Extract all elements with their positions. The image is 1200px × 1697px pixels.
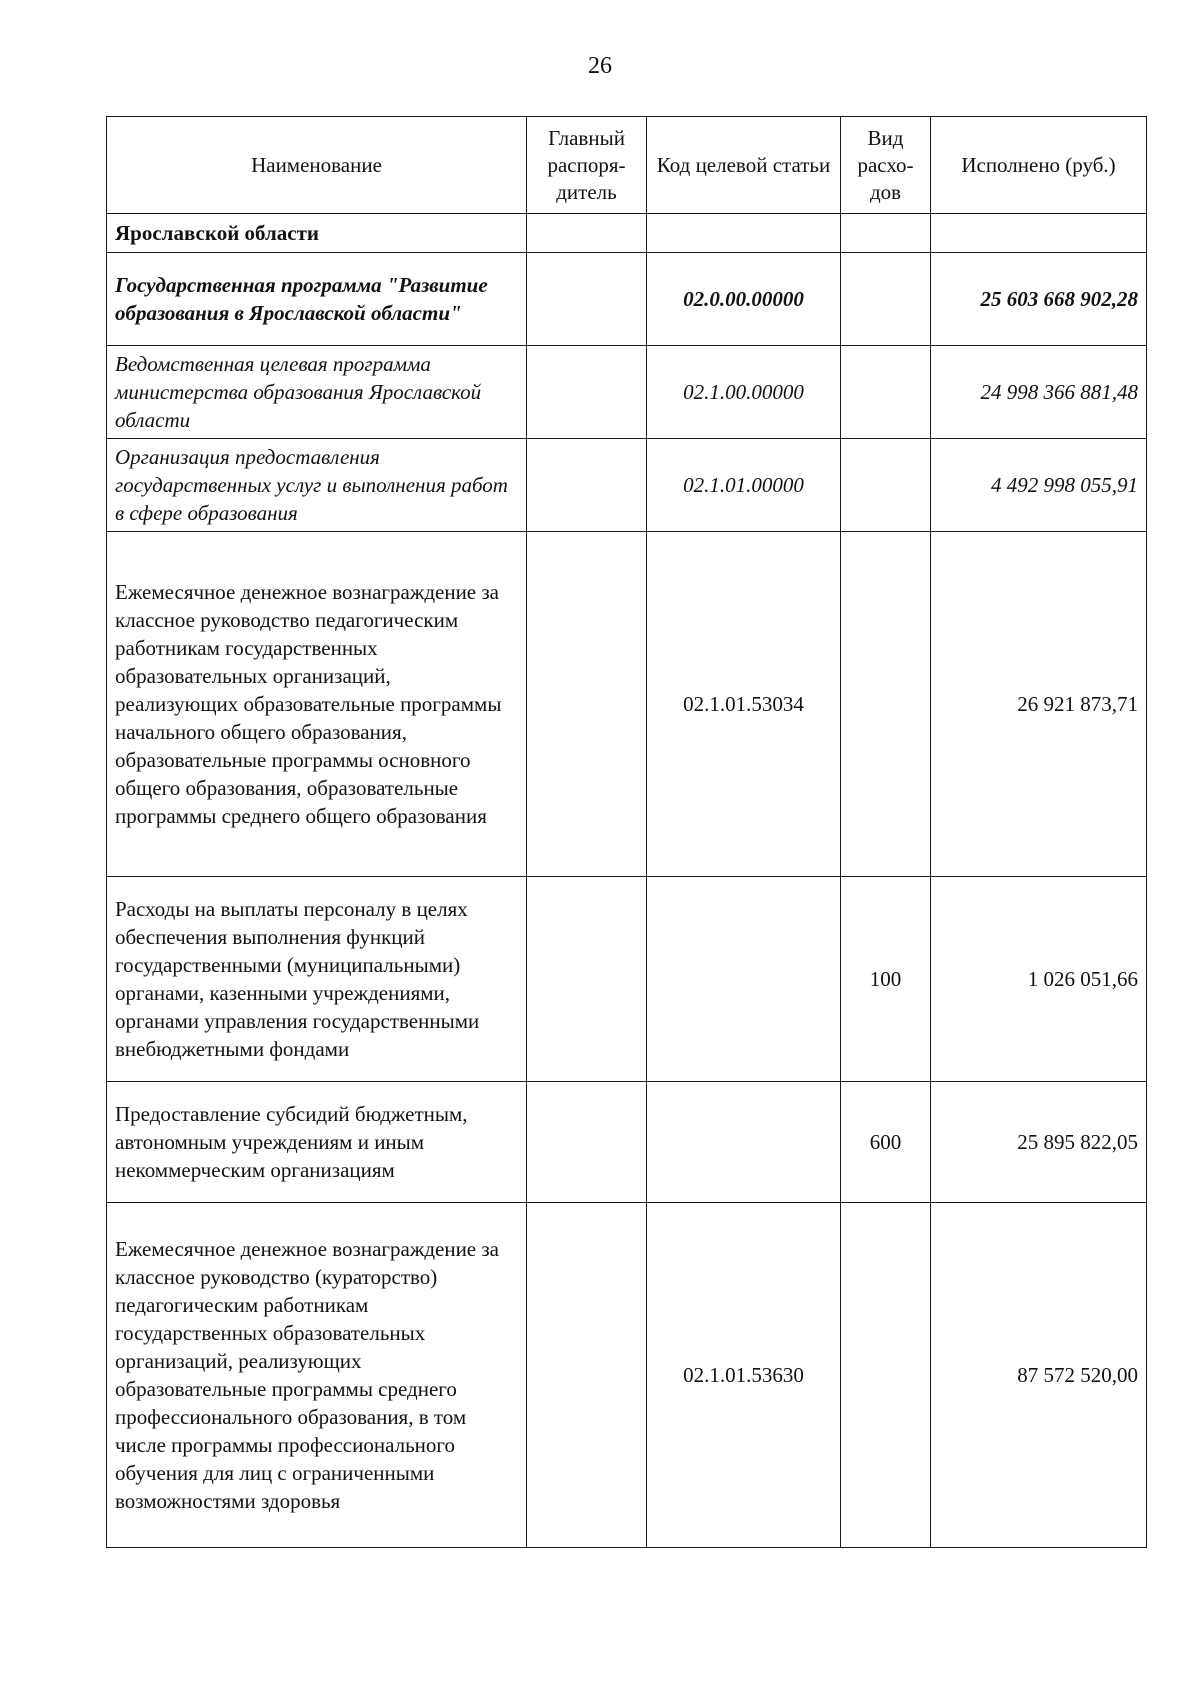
cell-expense-kind [841, 214, 931, 253]
cell-name: Организация предоставления государственных услуг и выполнения работ в сфере образования [107, 439, 527, 532]
cell-executed: 24 998 366 881,48 [931, 346, 1147, 439]
header-target-code: Код целевой статьи [647, 117, 841, 214]
cell-executed: 1 026 051,66 [931, 877, 1147, 1082]
cell-main-manager [527, 214, 647, 253]
header-main-manager: Главный распоря-дитель [527, 117, 647, 214]
cell-expense-kind [841, 439, 931, 532]
cell-target-code [647, 214, 841, 253]
table-header-row [107, 117, 1147, 214]
cell-target-code [647, 877, 841, 1082]
cell-main-manager [527, 253, 647, 346]
cell-name: Предоставление субсидий бюджетным, автономным учреждениям и иным некоммерческим организациям [107, 1082, 527, 1203]
cell-main-manager [527, 1203, 647, 1548]
cell-target-code [647, 1082, 841, 1203]
cell-main-manager [527, 877, 647, 1082]
cell-name: Ежемесячное денежное вознаграждение за классное руководство (кураторство) педагогическим работникам государственных образовательных организаций, реализующих образовательные программы среднего профессионального образования, в том числе программы профессионального обучения для лиц с ограниченными возможностями здоровья [107, 1203, 527, 1548]
table-row [107, 253, 1147, 346]
cell-executed [931, 214, 1147, 253]
cell-expense-kind [841, 532, 931, 877]
table-row [107, 214, 1147, 253]
cell-expense-kind: 100 [841, 877, 931, 1082]
cell-expense-kind: 600 [841, 1082, 931, 1203]
header-expense-kind: Вид расхо-дов [841, 117, 931, 214]
header-name: Наименование [107, 117, 527, 214]
budget-execution-table [106, 116, 1147, 1548]
cell-executed: 25 603 668 902,28 [931, 253, 1147, 346]
table-row [107, 439, 1147, 532]
cell-executed: 26 921 873,71 [931, 532, 1147, 877]
cell-name: Государственная программа "Развитие образования в Ярославской области" [107, 253, 527, 346]
cell-executed: 25 895 822,05 [931, 1082, 1147, 1203]
cell-target-code: 02.1.00.00000 [647, 346, 841, 439]
table-row [107, 1082, 1147, 1203]
cell-executed: 4 492 998 055,91 [931, 439, 1147, 532]
table-row [107, 532, 1147, 877]
page-number: 26 [588, 53, 612, 79]
table-row [107, 1203, 1147, 1548]
cell-name: Ведомственная целевая программа министерства образования Ярославской области [107, 346, 527, 439]
cell-target-code: 02.1.01.00000 [647, 439, 841, 532]
cell-name: Ярославской области [107, 214, 527, 253]
cell-main-manager [527, 346, 647, 439]
cell-expense-kind [841, 1203, 931, 1548]
cell-expense-kind [841, 253, 931, 346]
cell-main-manager [527, 532, 647, 877]
table-row [107, 877, 1147, 1082]
cell-target-code: 02.1.01.53034 [647, 532, 841, 877]
cell-name: Ежемесячное денежное вознаграждение за классное руководство педагогическим работникам государственных образовательных организаций, реализующих образовательные программы начального общего образования, образовательные программы основного общего образования, образовательные программы среднего общего образования [107, 532, 527, 877]
cell-main-manager [527, 439, 647, 532]
table-row [107, 346, 1147, 439]
cell-executed: 87 572 520,00 [931, 1203, 1147, 1548]
cell-main-manager [527, 1082, 647, 1203]
cell-target-code: 02.1.01.53630 [647, 1203, 841, 1548]
cell-name: Расходы на выплаты персоналу в целях обеспечения выполнения функций государственными (муниципальными) органами, казенными учреждениями, органами управления государственными внебюджетными фондами [107, 877, 527, 1082]
cell-target-code: 02.0.00.00000 [647, 253, 841, 346]
cell-expense-kind [841, 346, 931, 439]
header-executed: Исполнено (руб.) [931, 117, 1147, 214]
